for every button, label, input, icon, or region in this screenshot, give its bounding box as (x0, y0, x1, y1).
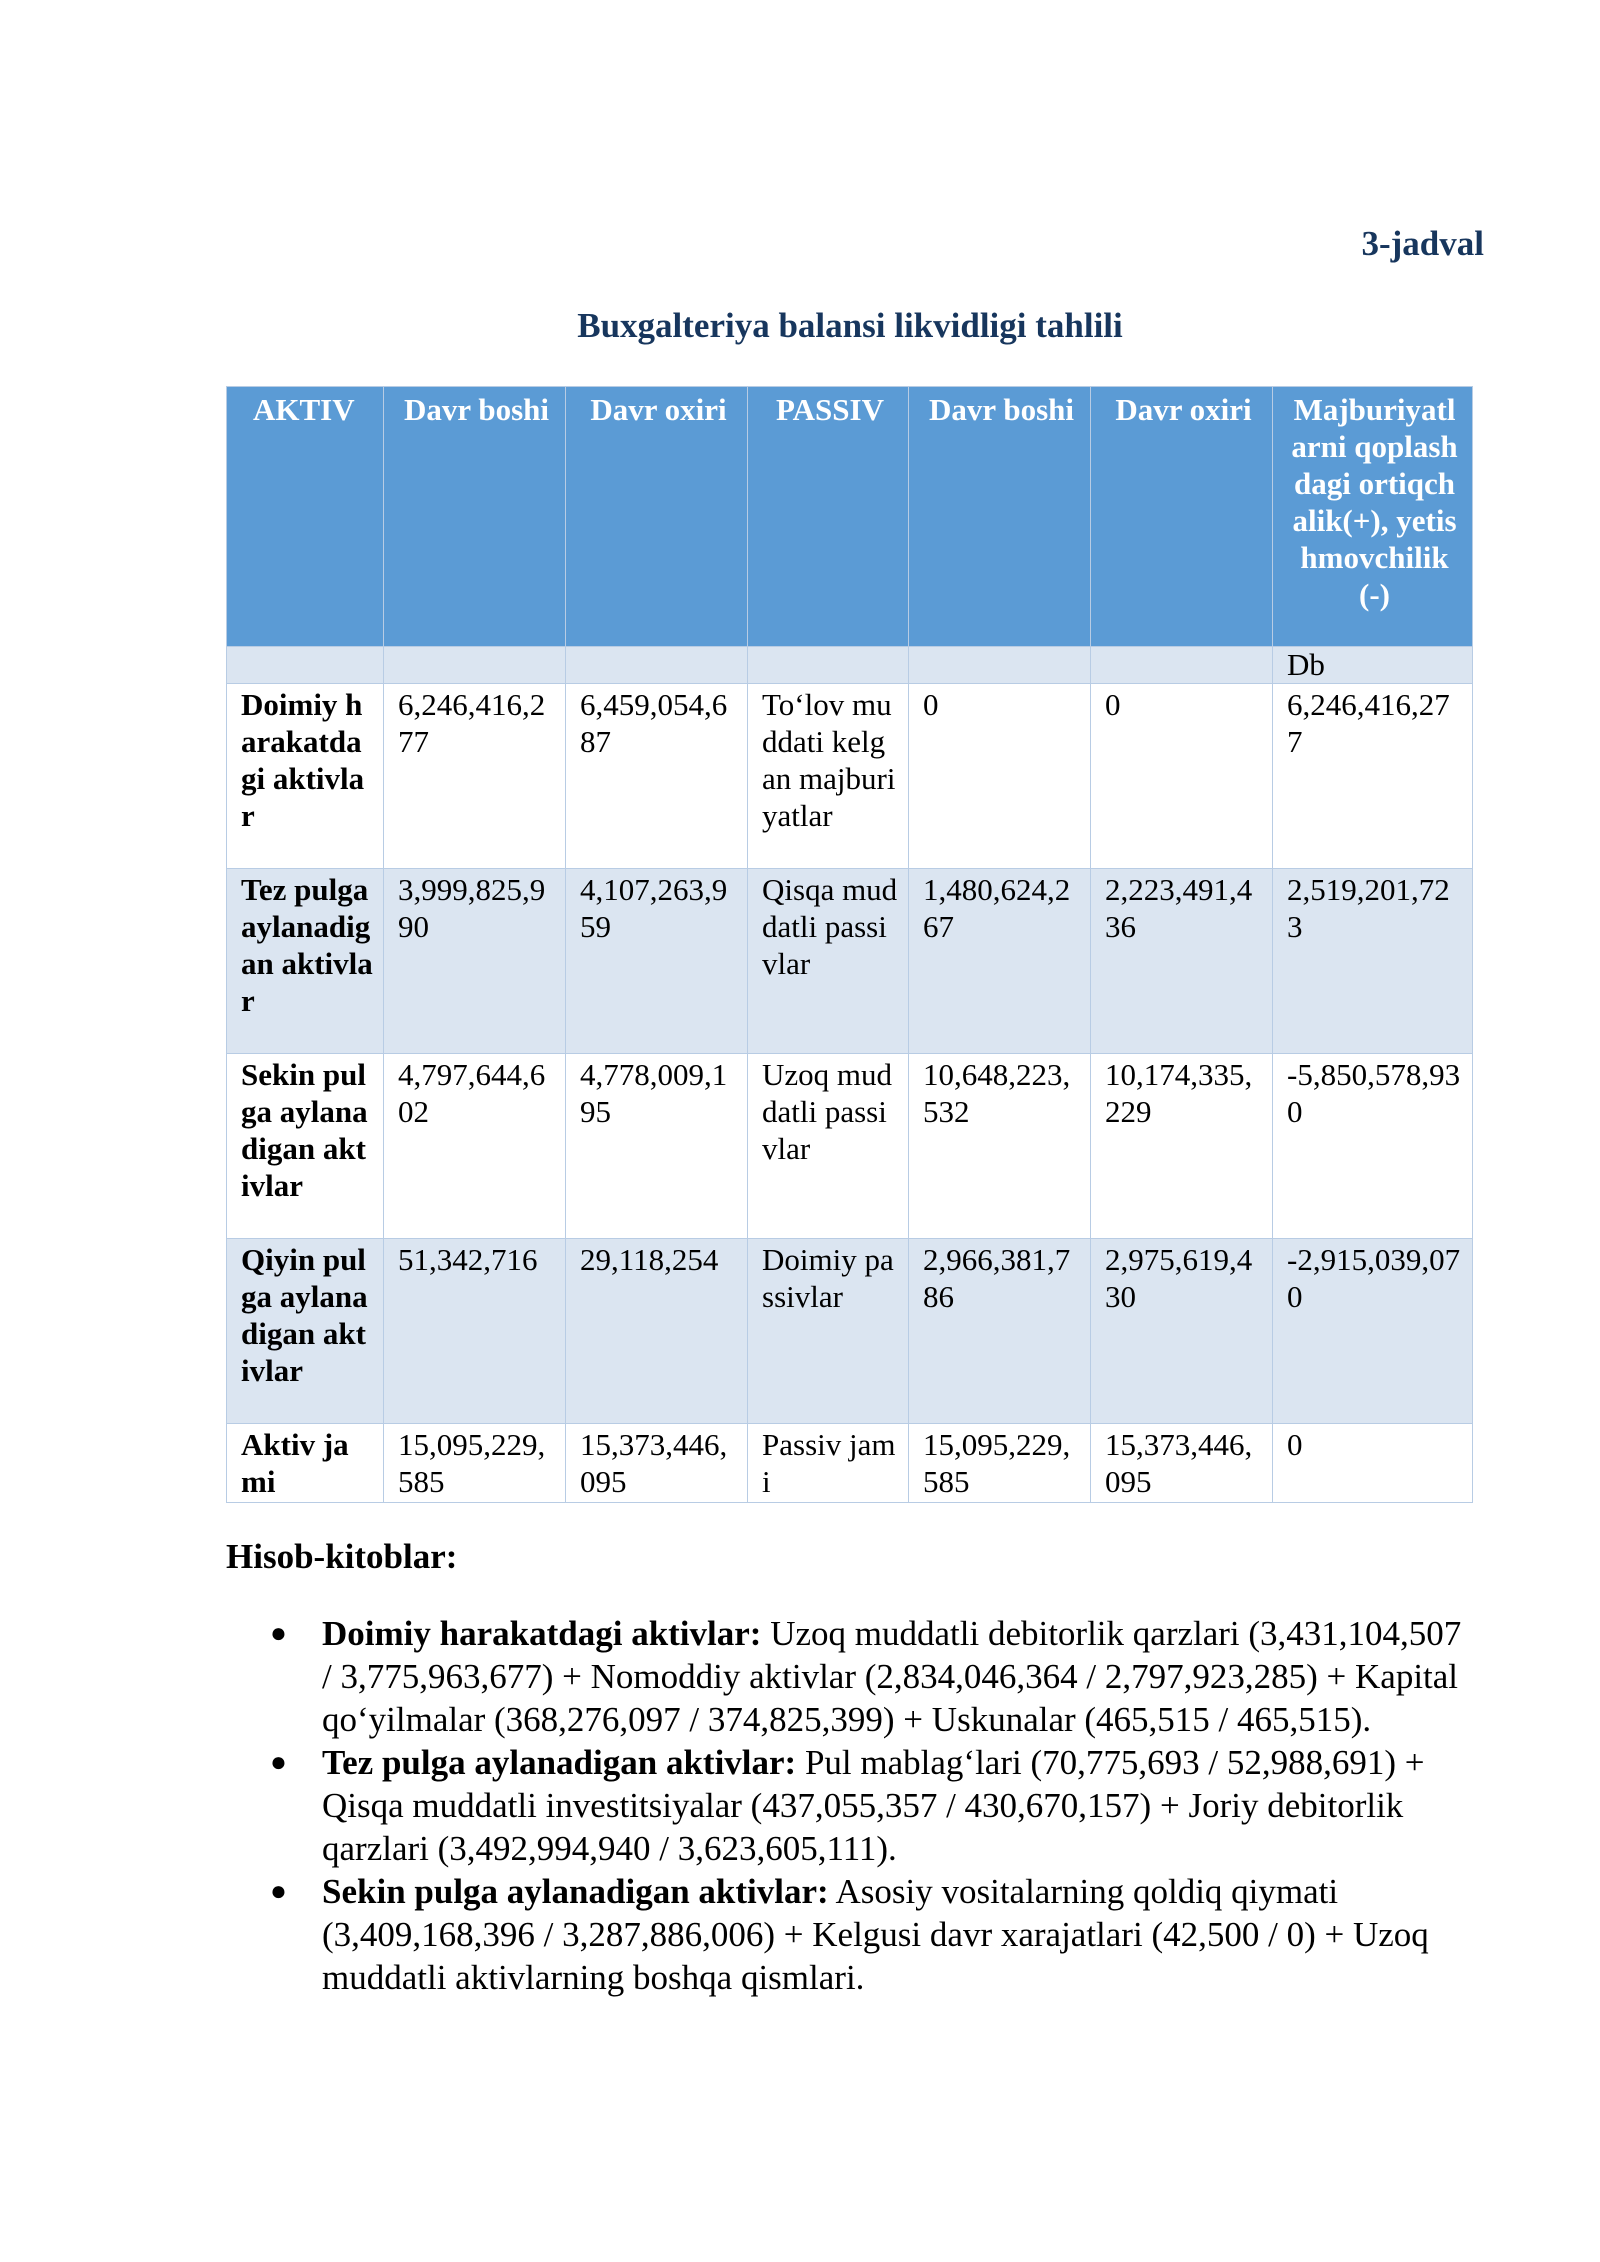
table-cell: 2,223,491,436 (1091, 869, 1273, 1054)
table-cell: To‘lov muddati kelgan majburiyatlar (748, 684, 909, 869)
table-cell: Uzoq muddatli passivlar (748, 1054, 909, 1239)
liquidity-table (226, 386, 1473, 1503)
unit-cell (909, 647, 1091, 684)
table-number: 3-jadval (1361, 224, 1484, 263)
table-cell: 2,519,201,723 (1273, 869, 1473, 1054)
item-label: Sekin pulga aylanadigan aktivlar: (322, 1872, 829, 1911)
table-cell: 15,373,446,095 (1091, 1424, 1273, 1503)
item-text: Asosiy vositalarning qoldiq qiymati (3,409,168,396 / 3,287,886,006) + Kelgusi davr xarajatlari (42,500 / 0) + Uzoq muddatli aktivlarning boshqa qismlari. (322, 1872, 1429, 1997)
table-row (227, 1239, 1473, 1424)
unit-cell (748, 647, 909, 684)
item-label: Tez pulga aylanadigan aktivlar: (322, 1743, 797, 1782)
row-label: Sekin pulga aylanadigan aktivlar (227, 1054, 384, 1239)
header-aktiv-davr-boshi: Davr boshi (384, 387, 566, 647)
item-text: Uzoq muddatli debitorlik qarzlari (3,431,104,507 / 3,775,963,677) + Nomoddiy aktivlar (2,834,046,364 / 2,797,923,285) + Kapital qo‘yilmalar (368,276,097 / 374,825,399) + Uskunalar (465,515 / 465,515). (322, 1614, 1462, 1739)
unit-cell (227, 647, 384, 684)
item-label: Doimiy harakatdagi aktivlar: (322, 1614, 762, 1653)
header-passiv: PASSIV (748, 387, 909, 647)
list-item (270, 1612, 1476, 1741)
unit-row (227, 647, 1473, 684)
table-cell: 2,966,381,786 (909, 1239, 1091, 1424)
table-header-row (227, 387, 1473, 647)
unit-cell (566, 647, 748, 684)
calculations-heading: Hisob-kitoblar: (226, 1537, 458, 1576)
row-label: Aktiv jami (227, 1424, 384, 1503)
table-cell: -2,915,039,070 (1273, 1239, 1473, 1424)
table-cell: 6,246,416,277 (1273, 684, 1473, 869)
table-cell: 15,095,229,585 (384, 1424, 566, 1503)
unit-cell (1091, 647, 1273, 684)
table-cell: 51,342,716 (384, 1239, 566, 1424)
table-row (227, 1054, 1473, 1239)
list-item (270, 1741, 1476, 1870)
table-cell: -5,850,578,930 (1273, 1054, 1473, 1239)
table-cell: 6,246,416,277 (384, 684, 566, 869)
table-cell: 4,778,009,195 (566, 1054, 748, 1239)
table-cell: 15,373,446,095 (566, 1424, 748, 1503)
item-text: Pul mablag‘lari (70,775,693 / 52,988,691) + Qisqa muddatli investitsiyalar (437,055,357 / 430,670,157) + Joriy debitorlik qarzlari (3,492,994,940 / 3,623,605,111). (322, 1743, 1425, 1868)
table-cell: 6,459,054,687 (566, 684, 748, 869)
header-aktiv-davr-oxiri: Davr oxiri (566, 387, 748, 647)
list-item (270, 1870, 1476, 1999)
header-passiv-davr-boshi: Davr boshi (909, 387, 1091, 647)
table-cell: 1,480,624,267 (909, 869, 1091, 1054)
table-cell: Qisqa muddatli passivlar (748, 869, 909, 1054)
calculations-list (226, 1612, 1476, 1999)
table-cell: 4,107,263,959 (566, 869, 748, 1054)
table-cell: 10,648,223,532 (909, 1054, 1091, 1239)
table-cell: Doimiy passivlar (748, 1239, 909, 1424)
table-cell: 0 (1273, 1424, 1473, 1503)
header-aktiv: AKTIV (227, 387, 384, 647)
unit-cell: Db (1273, 647, 1473, 684)
table-row (227, 684, 1473, 869)
table-cell: Passiv jami (748, 1424, 909, 1503)
table-row (227, 869, 1473, 1054)
row-label: Tez pulga aylanadigan aktivlar (227, 869, 384, 1054)
unit-cell (384, 647, 566, 684)
header-passiv-davr-oxiri: Davr oxiri (1091, 387, 1273, 647)
row-label: Qiyin pulga aylanadigan aktivlar (227, 1239, 384, 1424)
table-cell: 0 (909, 684, 1091, 869)
bullet-icon: ● (270, 1747, 287, 1778)
bullet-icon: ● (270, 1876, 287, 1907)
table-cell: 3,999,825,990 (384, 869, 566, 1054)
table-cell: 4,797,644,602 (384, 1054, 566, 1239)
table-cell: 0 (1091, 684, 1273, 869)
table-cell: 2,975,619,430 (1091, 1239, 1273, 1424)
row-label: Doimiy harakatdagi aktivlar (227, 684, 384, 869)
header-difference: Majburiyatlarni qoplashdagi ortiqchalik(+), yetishmovchilik (-) (1273, 387, 1473, 647)
table-row-total (227, 1424, 1473, 1503)
table-cell: 15,095,229,585 (909, 1424, 1091, 1503)
table-cell: 10,174,335,229 (1091, 1054, 1273, 1239)
bullet-icon: ● (270, 1618, 287, 1649)
table-title: Buxgalteriya balansi likvidligi tahlili (577, 306, 1123, 345)
table-cell: 29,118,254 (566, 1239, 748, 1424)
